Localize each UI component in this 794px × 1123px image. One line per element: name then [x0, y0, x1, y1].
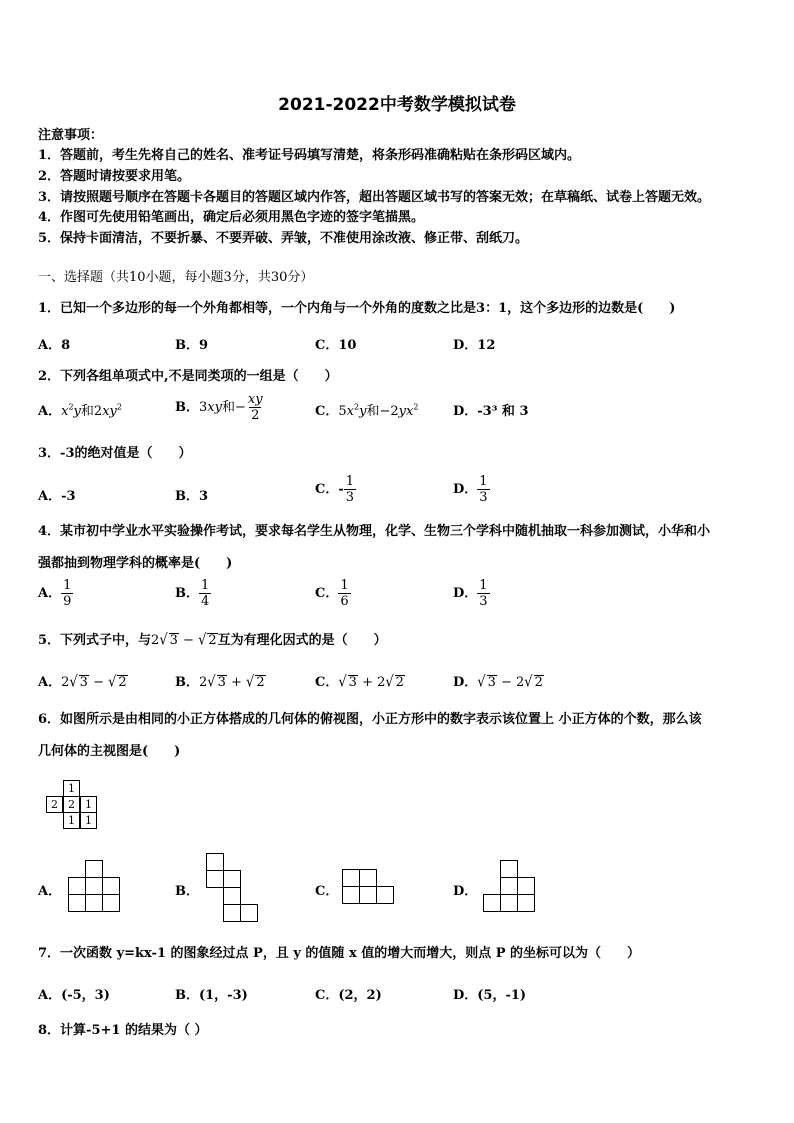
grid-cell: 1 [80, 796, 97, 813]
grid-cell: 2 [46, 796, 63, 813]
grid-cell: 1 [63, 780, 80, 797]
q2-option-c[interactable]: C．$5x^2y$和$-2yx^2$ [315, 402, 419, 419]
q4-option-d[interactable]: D． $\frac{1}{3}$ [453, 578, 488, 609]
q6-option-a-label[interactable]: A． [38, 884, 62, 899]
notice-heading: 注意事项： [38, 128, 104, 143]
notice-item: 3．请按照题号顺序在答题卡各题目的答题区域内作答，超出答题区域书写的答案无效；在草稿纸、试卷上答题无效。 [38, 190, 711, 205]
section-heading: 一、选择题（共10小题，每小题3分，共30分） [38, 270, 314, 285]
question-8-stem: 8．计算-5+1 的结果为（ ） [38, 1023, 208, 1038]
q7-option-a[interactable]: A．(-5，3) [38, 988, 110, 1003]
q6-option-a-figure[interactable] [68, 860, 124, 914]
question-6-stem-cont: 几何体的主视图是( ) [38, 744, 181, 759]
q5-option-d[interactable]: D．√ 3 − 2√ 2 [453, 673, 543, 692]
notice-item: 1．答题前，考生先将自己的姓名、准考证号码填写清楚，将条形码准确粘贴在条形码区域内。 [38, 148, 581, 163]
q1-option-c[interactable]: C．10 [315, 338, 357, 353]
q2-option-d[interactable]: D．-3³ 和 3 [453, 404, 529, 419]
q5-option-b[interactable]: B．2√ 3 + √ 2 [175, 673, 265, 692]
q4-option-a[interactable]: A． $\frac{1}{9}$ [38, 578, 72, 609]
q1-option-b[interactable]: B．9 [175, 338, 209, 353]
q7-option-d[interactable]: D．(5，-1) [453, 988, 527, 1003]
q1-option-a[interactable]: A．8 [38, 338, 71, 353]
question-2-stem: 2．下列各组单项式中,不是同类项的一组是（ ） [38, 369, 338, 384]
question-5-stem: 5．下列式子中，与2√ 3 − √ 2互为有理化因式的是（ ） [38, 631, 387, 650]
q6-option-d-figure[interactable] [483, 860, 537, 914]
q4-option-c[interactable]: C． $\frac{1}{6}$ [315, 578, 349, 609]
question-1-stem: 1．已知一个多边形的每一个外角都相等，一个内角与一个外角的度数之比是3：1，这个多边形的边数是( ) [38, 301, 676, 316]
question-6-stem: 6．如图所示是由相同的小正方体搭成的几何体的俯视图，小正方形中的数字表示该位置上 小正方体的个数，那么该 [38, 712, 702, 727]
q6-option-b-figure[interactable] [206, 853, 260, 923]
q3-option-c[interactable]: C．- $\frac{1}{3}$ [315, 474, 355, 505]
q6-option-c-label[interactable]: C． [315, 884, 339, 899]
page-title: 2021-2022中考数学模拟试卷 [278, 95, 516, 115]
q5-option-c[interactable]: C．√ 3 + 2√ 2 [315, 673, 404, 692]
grid-cell: 1 [80, 812, 97, 829]
grid-cell: 1 [63, 812, 80, 829]
grid-cell: 2 [63, 796, 80, 813]
question-4-stem: 4．某市初中学业水平实验操作考试，要求每名学生从物理，化学、生物三个学科中随机抽取一科参加测试，小华和小 [38, 524, 711, 539]
q2-option-a[interactable]: A．$x^2y$和$2xy^2$ [38, 402, 122, 419]
q3-option-b[interactable]: B．3 [175, 489, 209, 504]
top-view-grid [46, 780, 100, 832]
q3-option-d[interactable]: D． $\frac{1}{3}$ [453, 474, 488, 505]
question-4-stem-cont: 强都抽到物理学科的概率是( ) [38, 556, 233, 571]
q1-option-d[interactable]: D．12 [453, 338, 496, 353]
notice-item: 4．作图可先使用铅笔画出，确定后必须用黑色字迹的签字笔描黑。 [38, 210, 425, 225]
notice-item: 2．答题时请按要求用笔。 [38, 169, 191, 184]
question-7-stem: 7．一次函数 y=kx-1 的图象经过点 P，且 y 的值随 x 值的增大而增大，则点 P 的坐标可以为（ ） [38, 946, 641, 961]
notice-item: 5．保持卡面清洁，不要折暴、不要弄破、弄皱，不准使用涂改液、修正带、刮纸刀。 [38, 231, 529, 246]
q2-option-b[interactable]: B．3xy和− $\frac{xy}{2}$ [175, 392, 263, 423]
question-3-stem: 3．-3的绝对值是（ ） [38, 446, 192, 461]
q5-option-a[interactable]: A．2√ 3 − √ 2 [38, 673, 127, 692]
q3-option-a[interactable]: A．-3 [38, 489, 76, 504]
q6-option-c-figure[interactable] [342, 869, 396, 905]
q6-option-b-label[interactable]: B． [175, 884, 199, 899]
q6-option-d-label[interactable]: D． [453, 884, 478, 899]
q7-option-b[interactable]: B．(1，-3) [175, 988, 248, 1003]
q7-option-c[interactable]: C．(2，2) [315, 988, 382, 1003]
q4-option-b[interactable]: B． $\frac{1}{4}$ [175, 578, 210, 609]
